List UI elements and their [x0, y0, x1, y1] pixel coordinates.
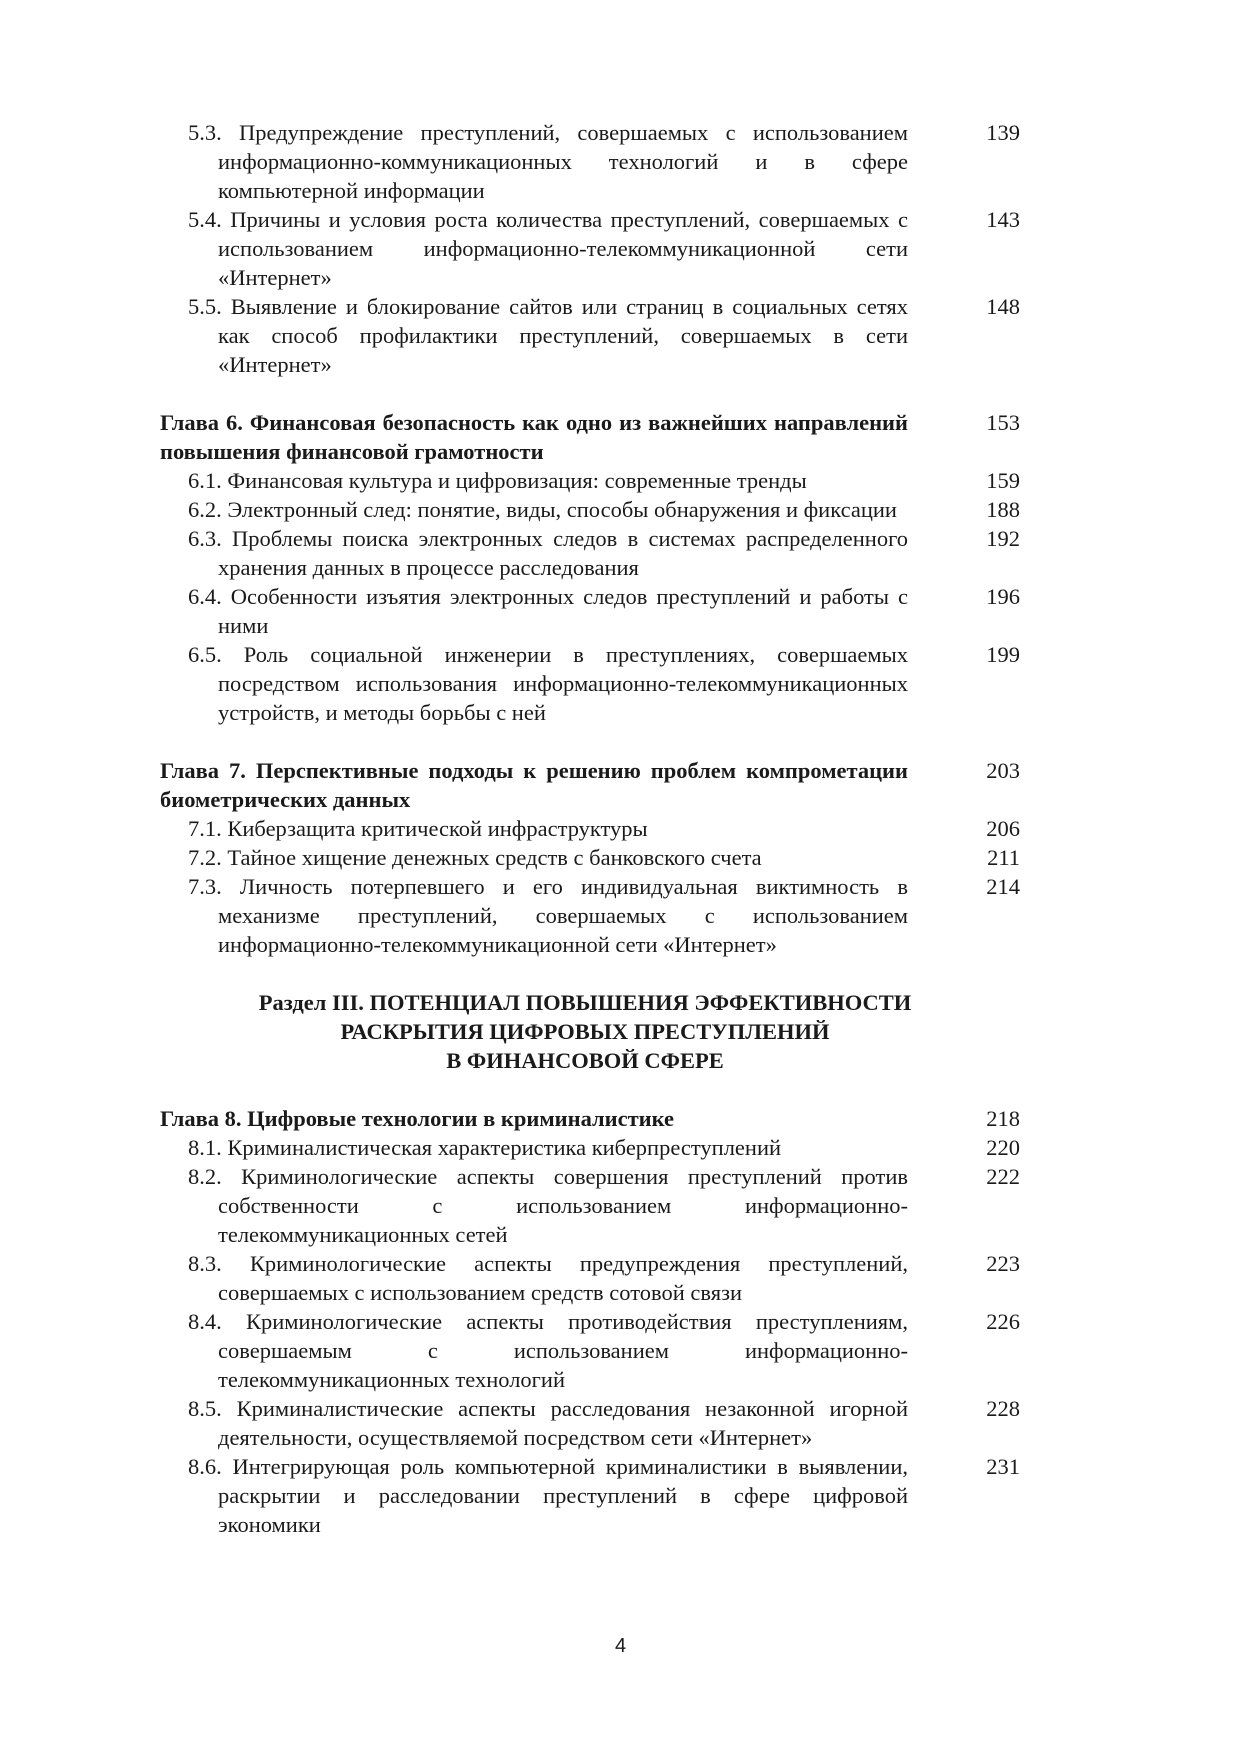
toc-chapter-8	[160, 1104, 1020, 1133]
toc-entry-title: 5.5. Выявление и блокирование сайтов или страниц в социальных сетях как способ профилактики преступлений, совершаемых в сети «Интернет»	[188, 294, 908, 377]
toc-entry-page: 214	[986, 874, 1020, 899]
toc-entry-page: 188	[986, 497, 1020, 522]
toc-entry-8-3	[160, 1249, 1020, 1307]
toc-entry-6-3	[160, 524, 1020, 582]
chapter-title: Глава 7. Перспективные подходы к решению проблем компрометации биометрических данных	[160, 758, 908, 812]
toc-entry-5-5	[160, 292, 1020, 379]
toc-entry-page: 206	[986, 816, 1020, 841]
section-heading-line: РАСКРЫТИЯ ЦИФРОВЫХ ПРЕСТУПЛЕНИЙ	[340, 1019, 830, 1044]
section-heading	[160, 988, 1010, 1075]
toc-entry-page: 226	[986, 1309, 1020, 1334]
toc-entry-page: 159	[986, 468, 1020, 493]
toc-entry-title: 5.3. Предупреждение преступлений, совершаемых с использованием информационно-коммуникационных технологий и в сфере компьютерной информации	[188, 120, 908, 203]
toc-entry-8-4	[160, 1307, 1020, 1394]
toc-entry-title: 6.1. Финансовая культура и цифровизация: современные тренды	[188, 468, 807, 493]
toc-entry-title: 6.5. Роль социальной инженерии в преступлениях, совершаемых посредством использования информационно-телекоммуникационных устройств, и методы борьбы с ней	[188, 642, 908, 725]
toc-entry-title: 7.2. Тайное хищение денежных средств с банковского счета	[188, 845, 762, 870]
toc-entry-8-2	[160, 1162, 1020, 1249]
toc-entry-page: 228	[986, 1396, 1020, 1421]
section-heading-line: Раздел III. ПОТЕНЦИАЛ ПОВЫШЕНИЯ ЭФФЕКТИВНОСТИ	[258, 990, 912, 1015]
toc-entry-title: 6.3. Проблемы поиска электронных следов в системах распределенного хранения данных в процессе расследования	[188, 526, 908, 580]
toc-entry-7-3	[160, 872, 1020, 959]
toc-entry-title: 8.5. Криминалистические аспекты расследования незаконной игорной деятельности, осуществляемой посредством сети «Интернет»	[188, 1396, 908, 1450]
toc-entry-page: 199	[986, 642, 1020, 667]
page-number: 4	[614, 1635, 627, 1657]
toc-entry-title: 7.3. Личность потерпевшего и его индивидуальная виктимность в механизме преступлений, совершаемых с использованием информационно-телекоммуникационной сети «Интернет»	[188, 874, 908, 957]
chapter-page: 153	[986, 410, 1020, 435]
toc-entry-page: 220	[986, 1135, 1020, 1160]
toc-entry-page: 196	[986, 584, 1020, 609]
chapter-page: 203	[986, 758, 1020, 783]
toc-entry-8-1	[160, 1133, 1020, 1162]
toc-entry-8-5	[160, 1394, 1020, 1452]
toc-entry-7-1	[160, 814, 1020, 843]
toc-entry-title: 8.3. Криминологические аспекты предупреждения преступлений, совершаемых с использованием средств сотовой связи	[188, 1251, 908, 1305]
toc-entry-5-4	[160, 205, 1020, 292]
toc-entry-page: 139	[986, 120, 1020, 145]
toc-entry-6-5	[160, 640, 1020, 727]
table-of-contents	[160, 118, 1020, 1539]
toc-entry-6-1	[160, 466, 1020, 495]
chapter-page: 218	[986, 1106, 1020, 1131]
toc-entry-title: 5.4. Причины и условия роста количества преступлений, совершаемых с использованием информационно-телекоммуникационной сети «Интернет»	[188, 207, 908, 290]
toc-entry-title: 6.2. Электронный след: понятие, виды, способы обнаружения и фиксации	[188, 497, 897, 522]
chapter-title: Глава 6. Финансовая безопасность как одно из важнейших направлений повышения финансовой грамотности	[160, 410, 908, 464]
toc-entry-5-3	[160, 118, 1020, 205]
toc-entry-title: 8.6. Интегрирующая роль компьютерной криминалистики в выявлении, раскрытии и расследовании преступлений в сфере цифровой экономики	[188, 1454, 908, 1537]
toc-entry-title: 8.1. Криминалистическая характеристика киберпреступлений	[188, 1135, 782, 1160]
toc-entry-page: 211	[987, 845, 1020, 870]
toc-entry-page: 223	[986, 1251, 1020, 1276]
toc-entry-page: 222	[986, 1164, 1020, 1189]
toc-chapter-7	[160, 756, 1020, 814]
section-heading-line: В ФИНАНСОВОЙ СФЕРЕ	[446, 1048, 724, 1073]
toc-entry-6-2	[160, 495, 1020, 524]
toc-entry-8-6	[160, 1452, 1020, 1539]
toc-chapter-6	[160, 408, 1020, 466]
toc-entry-7-2	[160, 843, 1020, 872]
toc-entry-page: 231	[986, 1454, 1020, 1479]
toc-entry-title: 7.1. Киберзащита критической инфраструктуры	[188, 816, 648, 841]
toc-entry-page: 143	[986, 207, 1020, 232]
toc-entry-title: 8.2. Криминологические аспекты совершения преступлений против собственности с использованием информационно-телекоммуникационных сетей	[188, 1164, 908, 1247]
toc-entry-page: 192	[986, 526, 1020, 551]
toc-entry-title: 6.4. Особенности изъятия электронных следов преступлений и работы с ними	[188, 584, 908, 638]
chapter-title: Глава 8. Цифровые технологии в криминалистике	[160, 1106, 675, 1131]
toc-entry-6-4	[160, 582, 1020, 640]
toc-entry-title: 8.4. Криминологические аспекты противодействия преступлениям, совершаемым с использованием информационно-телекоммуникационных технологий	[188, 1309, 908, 1392]
toc-entry-page: 148	[986, 294, 1020, 319]
